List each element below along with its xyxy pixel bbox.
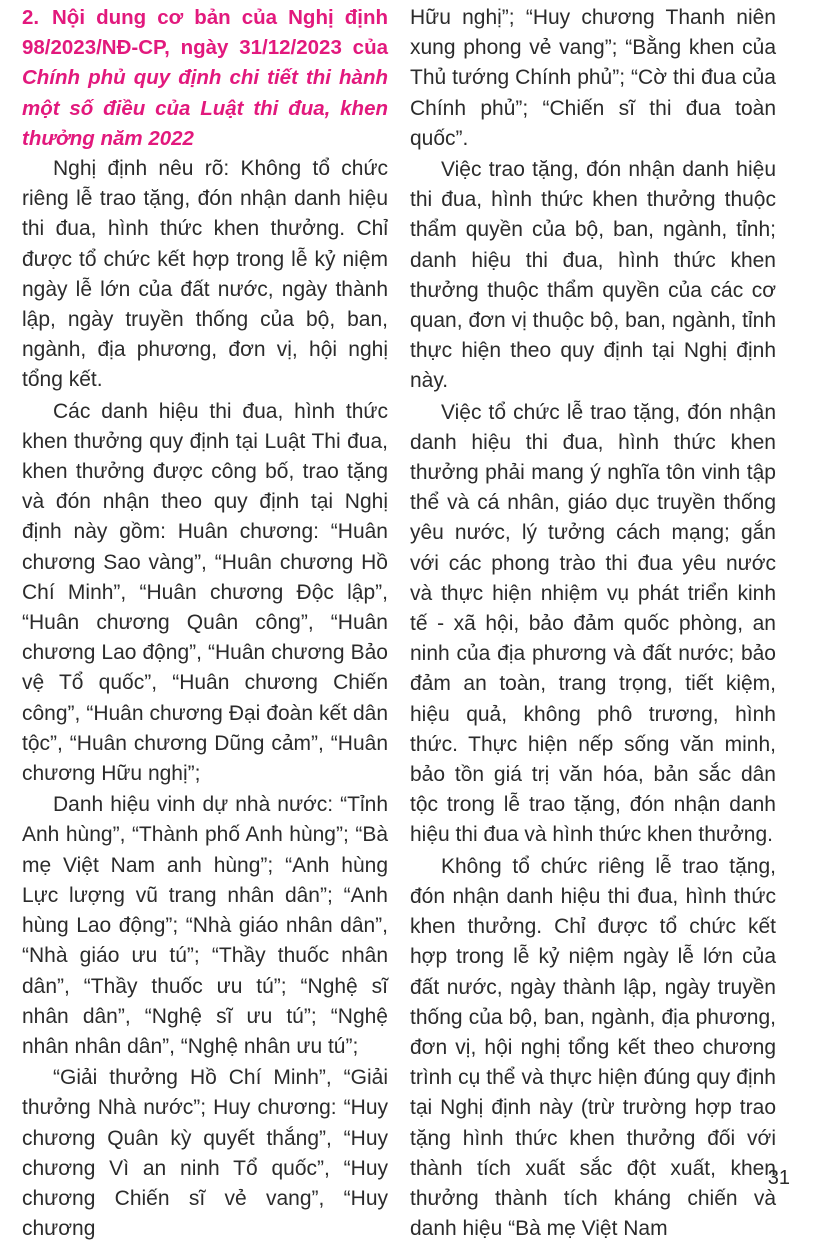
paragraph: Nghị định nêu rõ: Không tổ chức riêng lễ trao tặng, đón nhận danh hiệu thi đua, hình thức khen thưởng. Chỉ được tổ chức kết hợp trong lễ kỷ niệm ngày lễ lớn của đất nước, ngày thành lập, ngày truyền thống của bộ, ban, ngành, địa phương, đơn vị, hội nghị tổng kết. [22,157,388,392]
paragraph: Các danh hiệu thi đua, hình thức khen thưởng quy định tại Luật Thi đua, khen thưởng được công bố, trao tặng và đón nhận theo quy định tại Nghị định này gồm: Huân chương: “Huân chương Sao vàng”, “Huân chương Hồ Chí Minh”, “Huân chương Độc lập”, “Huân chương Quân công”, “Huân chương Lao động”, “Huân chương Bảo vệ Tổ quốc”, “Huân chương Chiến công”, “Huân chương Đại đoàn kết dân tộc”, “Huân chương Dũng cảm”, “Huân chương Hữu nghị”; [22,399,388,786]
paragraph: Không tổ chức riêng lễ trao tặng, đón nhận danh hiệu thi đua, hình thức khen thưởng. Chỉ được tổ chức kết hợp trong lễ kỷ niệm ngày lễ lớn của đất nước, ngày thành lập, ngày truyền thống của bộ, ban, ngành, địa phương, đơn vị, hội nghị tổng kết theo chương trình cụ thể và thực hiện đúng quy định tại Nghị định này (trừ trường hợp trao tặng hình thức khen thưởng đối với thành tích xuất sắc đột xuất, khen thưởng thành tích kháng chiến và danh hiệu “Bà mẹ Việt Nam [410,854,776,1241]
paragraph-continuation: Hữu nghị”; “Huy chương Thanh niên xung phong vẻ vang”; “Bằng khen của Thủ tướng Chính phủ”; “Cờ thi đua của Chính phủ”; “Chiến sĩ thi đua toàn quốc”. [410,6,776,150]
left-column [22,3,388,1245]
section-heading [22,3,388,154]
section-title-italic: Chính phủ quy định chi tiết thi hành một số điều của Luật thi đua, khen thưởng năm 2022 [22,66,388,150]
paragraph: “Giải thưởng Hồ Chí Minh”, “Giải thưởng Nhà nước”; Huy chương: “Huy chương Quân kỳ quyết thắng”, “Huy chương Vì an ninh Tổ quốc”, “Huy chương Chiến sĩ vẻ vang”, “Huy chương [22,1066,388,1241]
section-title: Nội dung cơ bản của Nghị định 98/2023/NĐ-CP, ngày 31/12/2023 của [22,6,388,60]
paragraph: Danh hiệu vinh dự nhà nước: “Tỉnh Anh hùng”, “Thành phố Anh hùng”; “Bà mẹ Việt Nam anh hùng”; “Anh hùng Lực lượng vũ trang nhân dân”; “Anh hùng Lao động”; “Nhà giáo nhân dân”, “Nhà giáo ưu tú”; “Thầy thuốc nhân dân”, “Thầy thuốc ưu tú”; “Nghệ sĩ nhân dân”, “Nghệ sĩ ưu tú”; “Nghệ nhân nhân dân”, “Nghệ nhân ưu tú”; [22,793,388,1058]
paragraph: Việc tổ chức lễ trao tặng, đón nhận danh hiệu thi đua, hình thức khen thưởng phải mang ý nghĩa tôn vinh tập thể và cá nhân, giáo dục truyền thống yêu nước, lý tưởng cách mạng; gắn với các phong trào thi đua yêu nước và thực hiện nhiệm vụ phát triển kinh tế - xã hội, bảo đảm quốc phòng, an ninh của địa phương và đất nước; bảo đảm an toàn, trang trọng, tiết kiệm, hiệu quả, không phô trương, hình thức. Thực hiện nếp sống văn minh, bảo tồn giá trị văn hóa, bản sắc dân tộc trong lễ trao tặng, đón nhận danh hiệu thi đua và hình thức khen thưởng. [410,400,776,847]
section-number: 2. [22,6,40,29]
page-number: 31 [767,1167,790,1189]
paragraph: Việc trao tặng, đón nhận danh hiệu thi đua, hình thức khen thưởng thuộc thẩm quyền của bộ, ban, ngành, tỉnh; danh hiệu thi đua, hình thức khen thưởng thuộc thẩm quyền của các cơ quan, đơn vị thuộc bộ, ban, ngành, tỉnh thực hiện theo quy định tại Nghị định này. [410,158,776,393]
right-column [410,3,776,1245]
